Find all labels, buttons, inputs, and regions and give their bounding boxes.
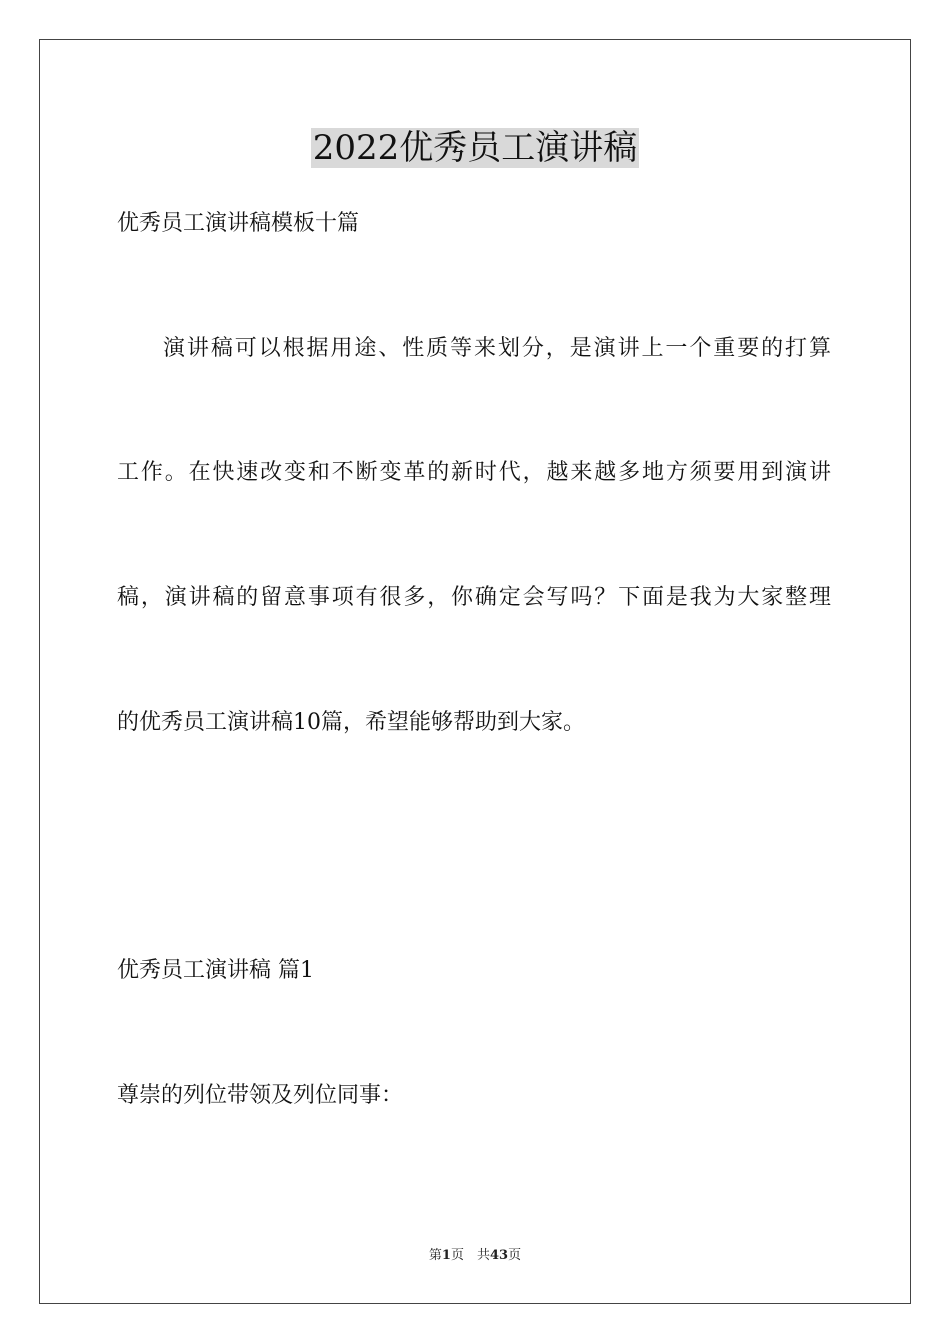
document-title-text: 2022优秀员工演讲稿 <box>312 128 638 168</box>
intro-line-4: 的优秀员工演讲稿10篇，希望能够帮助到大家。 <box>117 710 585 735</box>
section-heading: 优秀员工演讲稿 篇1 <box>117 958 314 983</box>
salutation: 尊崇的列位带领及列位同事： <box>117 1083 404 1108</box>
footer-prefix: 第 <box>428 1248 442 1263</box>
footer-middle: 页 共 <box>450 1248 490 1263</box>
footer-page-number: 1 <box>441 1248 451 1263</box>
document-subtitle: 优秀员工演讲稿模板十篇 <box>117 211 360 236</box>
intro-line-2: 工作。在快速改变和不断变革的新时代，越来越多地方须要用到演讲 <box>117 460 831 485</box>
page-footer <box>0 1247 950 1265</box>
footer-suffix: 页 <box>508 1248 522 1263</box>
intro-line-3: 稿，演讲稿的留意事项有很多，你确定会写吗？下面是我为大家整理 <box>117 585 831 610</box>
document-title <box>0 126 950 170</box>
intro-line-1: 演讲稿可以根据用途、性质等来划分，是演讲上一个重要的打算 <box>163 336 831 361</box>
footer-total-pages: 43 <box>489 1248 509 1263</box>
